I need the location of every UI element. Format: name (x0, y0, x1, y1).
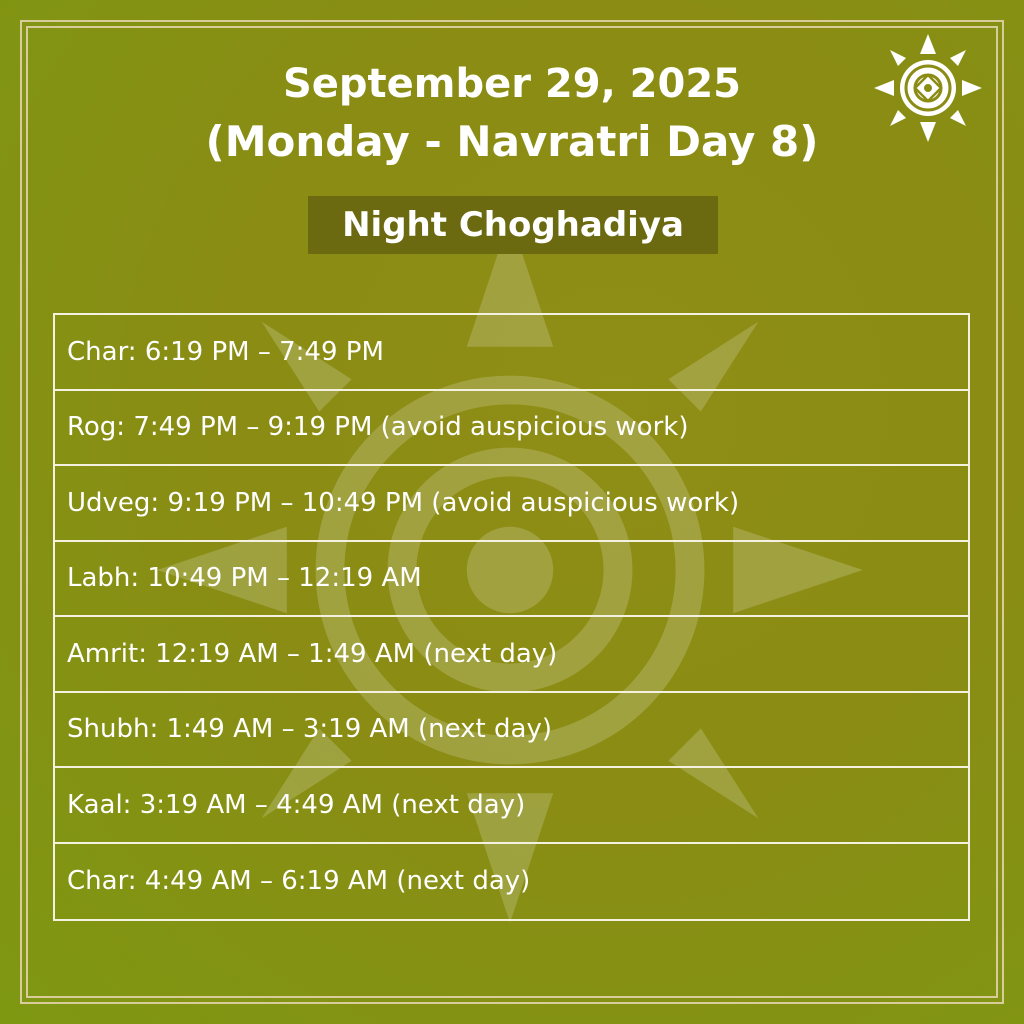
table-row: Shubh: 1:49 AM – 3:19 AM (next day) (55, 693, 968, 769)
table-row: Rog: 7:49 PM – 9:19 PM (avoid auspicious work) (55, 391, 968, 467)
table-row: Char: 4:49 AM – 6:19 AM (next day) (67, 866, 531, 897)
table-row: Udveg: 9:19 PM – 10:49 PM (avoid auspicious work) (55, 466, 968, 542)
table-row: Amrit: 12:19 AM – 1:49 AM (next day) (55, 617, 968, 693)
table-row: Kaal: 3:19 AM – 4:49 AM (next day) (55, 768, 968, 844)
page-title-date: September 29, 2025 (282, 61, 742, 107)
table-row: Labh: 10:49 PM – 12:19 AM (55, 542, 968, 618)
choghadiya-table (53, 313, 970, 921)
section-badge: Night Choghadiya (308, 196, 718, 254)
table-row: Char: 6:19 PM – 7:49 PM (55, 315, 968, 391)
page-title-day: (Monday - Navratri Day 8) (205, 117, 819, 166)
